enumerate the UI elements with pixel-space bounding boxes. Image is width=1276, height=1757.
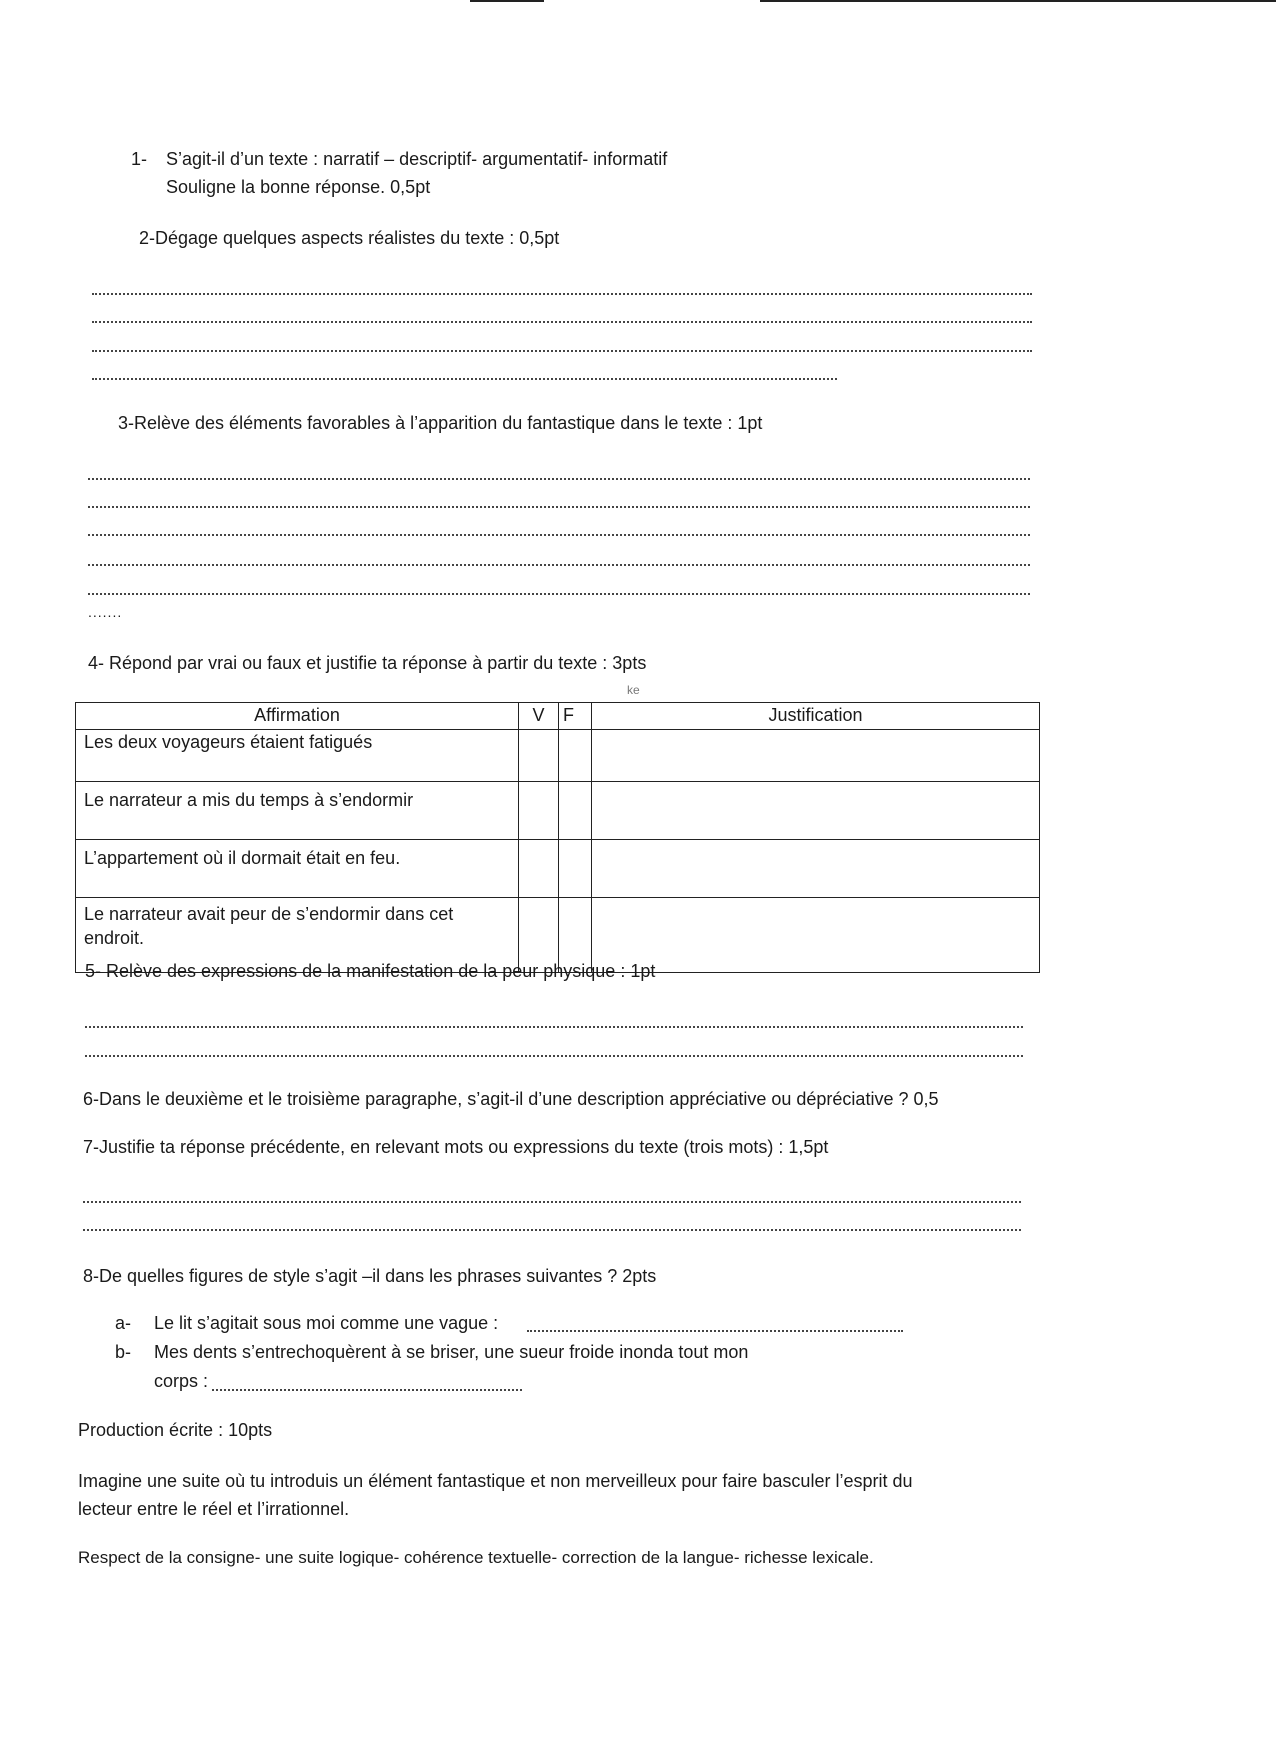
affirmation-cell: L’appartement où il dormait était en feu. bbox=[76, 840, 519, 898]
table-row bbox=[76, 840, 1040, 898]
header-justification: Justification bbox=[592, 703, 1040, 730]
answer-line[interactable] bbox=[92, 350, 1032, 352]
answer-line[interactable] bbox=[92, 293, 1032, 295]
table-row bbox=[76, 730, 1040, 782]
answer-line[interactable] bbox=[88, 593, 1030, 595]
answer-line[interactable] bbox=[88, 534, 1030, 536]
production-instruction-line2: lecteur entre le réel et l’irrationnel. bbox=[78, 1499, 350, 1519]
justification-cell[interactable] bbox=[592, 782, 1040, 840]
justification-cell[interactable] bbox=[592, 898, 1040, 973]
q7-text: 7-Justifie ta réponse précédente, en relevant mots ou expressions du texte (trois mots) : 1,5pt bbox=[83, 1137, 829, 1157]
header-affirmation: Affirmation bbox=[76, 703, 519, 730]
table-row bbox=[76, 782, 1040, 840]
q6-text: 6-Dans le deuxième et le troisième paragraphe, s’agit-il d’une description appréciative ou dépréciative ? 0,5 bbox=[83, 1089, 939, 1109]
true-cell[interactable] bbox=[519, 840, 559, 898]
answer-line[interactable] bbox=[85, 1055, 1023, 1057]
q1-number: 1- bbox=[131, 149, 148, 169]
q8-item-b-marker: b- bbox=[115, 1342, 132, 1362]
q8-item-b-text: Mes dents s’entrechoquèrent à se briser, une sueur froide inonda tout mon bbox=[154, 1342, 749, 1362]
justification-cell[interactable] bbox=[592, 840, 1040, 898]
q8-text: 8-De quelles figures de style s’agit –il dans les phrases suivantes ? 2pts bbox=[83, 1266, 657, 1286]
answer-line[interactable] bbox=[85, 1026, 1023, 1028]
q1-text: S’agit-il d’un texte : narratif – descriptif- argumentatif- informatif bbox=[166, 149, 668, 169]
production-criteria: Respect de la consigne- une suite logique- cohérence textuelle- correction de la langue- richesse lexicale. bbox=[78, 1548, 874, 1567]
affirmation-cell: Les deux voyageurs étaient fatigués bbox=[76, 730, 519, 782]
justification-cell[interactable] bbox=[592, 730, 1040, 782]
q8-item-a-marker: a- bbox=[115, 1313, 132, 1333]
q4-text: 4- Répond par vrai ou faux et justifie ta réponse à partir du texte : 3pts bbox=[88, 653, 647, 673]
affirmation-cell: Le narrateur avait peur de s’endormir dans cet endroit. bbox=[76, 898, 519, 973]
q4-handwritten-annotation: ke bbox=[627, 683, 640, 697]
false-cell[interactable] bbox=[559, 730, 592, 782]
true-cell[interactable] bbox=[519, 730, 559, 782]
answer-line[interactable] bbox=[92, 378, 837, 380]
header-v: V bbox=[519, 703, 559, 730]
table-header-row bbox=[76, 703, 1040, 730]
false-cell[interactable] bbox=[559, 782, 592, 840]
affirmation-cell: Le narrateur a mis du temps à s’endormir bbox=[76, 782, 519, 840]
q5-text: 5- Relève des expressions de la manifestation de la peur physique : 1pt bbox=[85, 961, 656, 981]
answer-line[interactable] bbox=[83, 1229, 1021, 1231]
q3-text: 3-Relève des éléments favorables à l’apparition du fantastique dans le texte : 1pt bbox=[118, 413, 763, 433]
answer-line[interactable] bbox=[92, 321, 1032, 323]
true-cell[interactable] bbox=[519, 782, 559, 840]
answer-line[interactable] bbox=[88, 478, 1030, 480]
true-false-table bbox=[75, 702, 1040, 973]
header-f: F bbox=[559, 703, 592, 730]
q3-short-dots: ....... bbox=[88, 604, 123, 620]
answer-line[interactable] bbox=[527, 1330, 903, 1332]
production-instruction-line1: Imagine une suite où tu introduis un élément fantastique et non merveilleux pour faire basculer l’esprit du bbox=[78, 1471, 913, 1491]
top-edge-line-left bbox=[470, 0, 544, 2]
q2-text: 2-Dégage quelques aspects réalistes du texte : 0,5pt bbox=[139, 228, 560, 248]
answer-line[interactable] bbox=[88, 564, 1030, 566]
production-title: Production écrite : 10pts bbox=[78, 1420, 273, 1440]
answer-line[interactable] bbox=[83, 1201, 1021, 1203]
q1-subtext: Souligne la bonne réponse. 0,5pt bbox=[166, 177, 431, 197]
top-edge-line-right bbox=[760, 0, 1276, 2]
q8-item-a-text: Le lit s’agitait sous moi comme une vague : bbox=[154, 1313, 499, 1333]
q8-item-b-continuation: corps : bbox=[154, 1371, 209, 1391]
answer-line[interactable] bbox=[212, 1389, 522, 1391]
answer-line[interactable] bbox=[88, 506, 1030, 508]
false-cell[interactable] bbox=[559, 840, 592, 898]
